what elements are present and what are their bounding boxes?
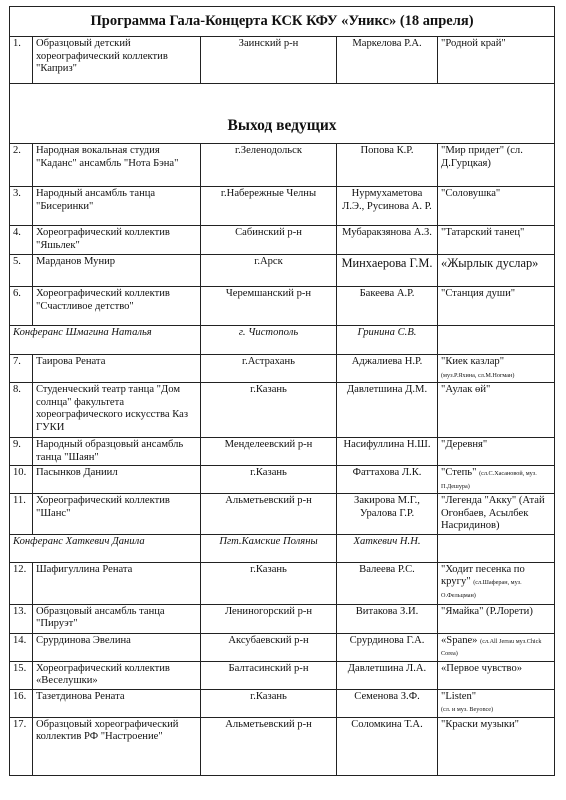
place-cell: Лениногорский р-н [201,604,337,633]
row-number: 16. [10,689,33,717]
teacher-cell: Закирова М.Г., Уралова Г.Р. [337,494,438,535]
program-title: Программа Гала-Концерта КСК КФУ «Уникс» (18 апреля) [10,7,555,37]
song-cell [438,355,555,383]
song-cell [438,562,555,604]
place-cell: г.Набережные Челны [201,187,337,226]
song-cell [438,494,555,535]
teacher-cell: Хаткевич Н.Н. [337,534,438,562]
teacher-cell: Давлетшина Д.М. [337,383,438,438]
place-cell: г.Казань [201,689,337,717]
table-row [10,287,555,326]
conference-row [10,326,555,355]
row-number: 12. [10,562,33,604]
teacher-cell: Давлетшина Л.А. [337,661,438,689]
row-number: 17. [10,717,33,775]
teacher-cell: Маркелова Р.А. [337,37,438,84]
song-cell [438,689,555,717]
row-number: 5. [10,255,33,287]
song-cell [438,466,555,494]
teacher-cell: Фаттахова Л.К. [337,466,438,494]
table-row [10,438,555,466]
place-cell: Альметьевский р-н [201,494,337,535]
row-number: 8. [10,383,33,438]
performer-cell: Срурдинова Эвелина [33,633,201,661]
row-number: 1. [10,37,33,84]
table-row [10,633,555,661]
song-cell [438,226,555,255]
song-title: "Киек казлар" [441,356,505,368]
place-cell: Альметьевский р-н [201,717,337,775]
performer-cell: Марданов Мунир [33,255,201,287]
teacher-cell: Нурмухаметова Л.Э., Русинова А. Р. [337,187,438,226]
teacher-cell: Гринина С.В. [337,326,438,355]
row-number: 15. [10,661,33,689]
table-row [10,255,555,287]
song-title: "Аулак өй" [441,384,491,396]
conference-row [10,534,555,562]
song-cell [438,661,555,689]
teacher-cell: Минхаерова Г.М. [337,255,438,287]
teacher-cell: Соломкина Т.А. [337,717,438,775]
teacher-cell: Аджалиева Н.Р. [337,355,438,383]
song-cell [438,534,555,562]
song-title: «Spane» [441,634,478,646]
row-number: 14. [10,633,33,661]
table-row [10,187,555,226]
song-cell [438,326,555,355]
song-title: "Деревня" [441,439,488,451]
teacher-cell: Витакова З.И. [337,604,438,633]
table-row [10,494,555,535]
song-title: "Listen" [441,690,477,702]
song-title: "Краски музыки" [441,718,519,730]
song-title: "Легенда "Акку" (Атай Огонбаев, Асылбек Насридинов) [441,495,545,532]
performer-cell: Образцовый детский хореографический коллектив "Каприз" [33,37,201,84]
teacher-cell: Валеева Р.С. [337,562,438,604]
place-cell: г.Астрахань [201,355,337,383]
song-cell [438,438,555,466]
song-note: (сл.All Jerrau муз.Chick Corea) [441,637,542,658]
performer-cell: Шафигуллина Рената [33,562,201,604]
table-row [10,689,555,717]
song-title: «Жырлык дуслар» [441,256,539,271]
place-cell: Заинский р-н [201,37,337,84]
place-cell: Сабинский р-н [201,226,337,255]
table-row [10,466,555,494]
program-table [9,6,555,776]
teacher-cell: Бакеева А.Р. [337,287,438,326]
table-row [10,226,555,255]
row-number: 7. [10,355,33,383]
performer-cell: Образцовый хореографический коллектив РФ "Настроение" [33,717,201,775]
song-title: "Родной край" [441,38,506,50]
program-sheet [9,6,555,776]
place-cell: г. Чистополь [201,326,337,355]
row-number: 11. [10,494,33,535]
song-title: "Степь" [441,467,477,479]
song-cell [438,717,555,775]
hosts-heading: Выход ведущих [10,84,555,144]
song-title: «Первое чувство» [441,662,523,674]
place-cell: Черемшанский р-н [201,287,337,326]
place-cell: г.Казань [201,466,337,494]
place-cell: Менделеевский р-н [201,438,337,466]
conference-host: Конферанс Шмагина Наталья [10,326,201,355]
conference-host: Конферанс Хаткевич Данила [10,534,201,562]
row-number: 4. [10,226,33,255]
song-note: (муз.Р.Яхина, сл.М.Ногман) [441,371,515,379]
song-cell [438,255,555,287]
song-cell [438,383,555,438]
place-cell: Балтасинский р-н [201,661,337,689]
table-row [10,604,555,633]
performer-cell: Народный ансамбль танца "Бисеринки" [33,187,201,226]
song-cell [438,633,555,661]
song-title: "Станция души" [441,288,516,300]
row-number: 10. [10,466,33,494]
song-title: "Соловушка" [441,188,501,200]
song-note: (сл. и муз. Beyonce) [441,706,494,714]
place-cell: г.Арск [201,255,337,287]
performer-cell: Пасынков Даниил [33,466,201,494]
song-note: (сл.С.Хасановой, муз. П.Дешура) [441,470,537,490]
performer-cell: Таирова Рената [33,355,201,383]
row-number: 3. [10,187,33,226]
table-row [10,717,555,775]
place-cell: г.Зеленодольск [201,144,337,187]
row-number: 2. [10,144,33,187]
row-number: 13. [10,604,33,633]
teacher-cell: Семенова З.Ф. [337,689,438,717]
table-row [10,383,555,438]
song-title: "Татарский танец" [441,227,525,239]
song-title: "Ходит песенка по кругу" [441,563,525,588]
place-cell: г.Казань [201,562,337,604]
place-cell: Аксубаевский р-н [201,633,337,661]
teacher-cell: Срурдинова Г.А. [337,633,438,661]
performer-cell: Образцовый ансамбль танца "Пируэт" [33,604,201,633]
performer-cell: Хореографический коллектив «Веселушки» [33,661,201,689]
performer-cell: Хореографический коллектив "Счастливое детство" [33,287,201,326]
row-number: 6. [10,287,33,326]
performer-cell: Народная вокальная студия "Каданс" ансамбль "Нота Бэна" [33,144,201,187]
table-row [10,37,555,84]
song-cell [438,287,555,326]
song-cell [438,144,555,187]
song-cell [438,37,555,84]
performer-cell: Хореографический коллектив "Шанс" [33,494,201,535]
performer-cell: Народный образцовый ансамбль танца "Шаян" [33,438,201,466]
table-row [10,144,555,187]
place-cell: г.Казань [201,383,337,438]
song-cell [438,604,555,633]
row-number: 9. [10,438,33,466]
song-title: "Ямайка" (Р.Лорети) [441,605,533,617]
place-cell: Пгт.Камские Поляны [201,534,337,562]
song-cell [438,187,555,226]
teacher-cell: Мубаракзянова А.З. [337,226,438,255]
song-note: (сл.Шаферан, муз. О.Фельцман) [441,579,522,599]
teacher-cell: Насифуллина Н.Ш. [337,438,438,466]
teacher-cell: Попова К.Р. [337,144,438,187]
performer-cell: Студенческий театр танца "Дом солнца" факультета хореографического искусства Каз ГУКИ [33,383,201,438]
song-title: "Мир придет" (сл. Д.Гурцкая) [441,145,523,169]
table-row [10,562,555,604]
performer-cell: Хореографический коллектив "Яшьлек" [33,226,201,255]
performer-cell: Тазетдинова Рената [33,689,201,717]
table-row [10,661,555,689]
table-row [10,355,555,383]
